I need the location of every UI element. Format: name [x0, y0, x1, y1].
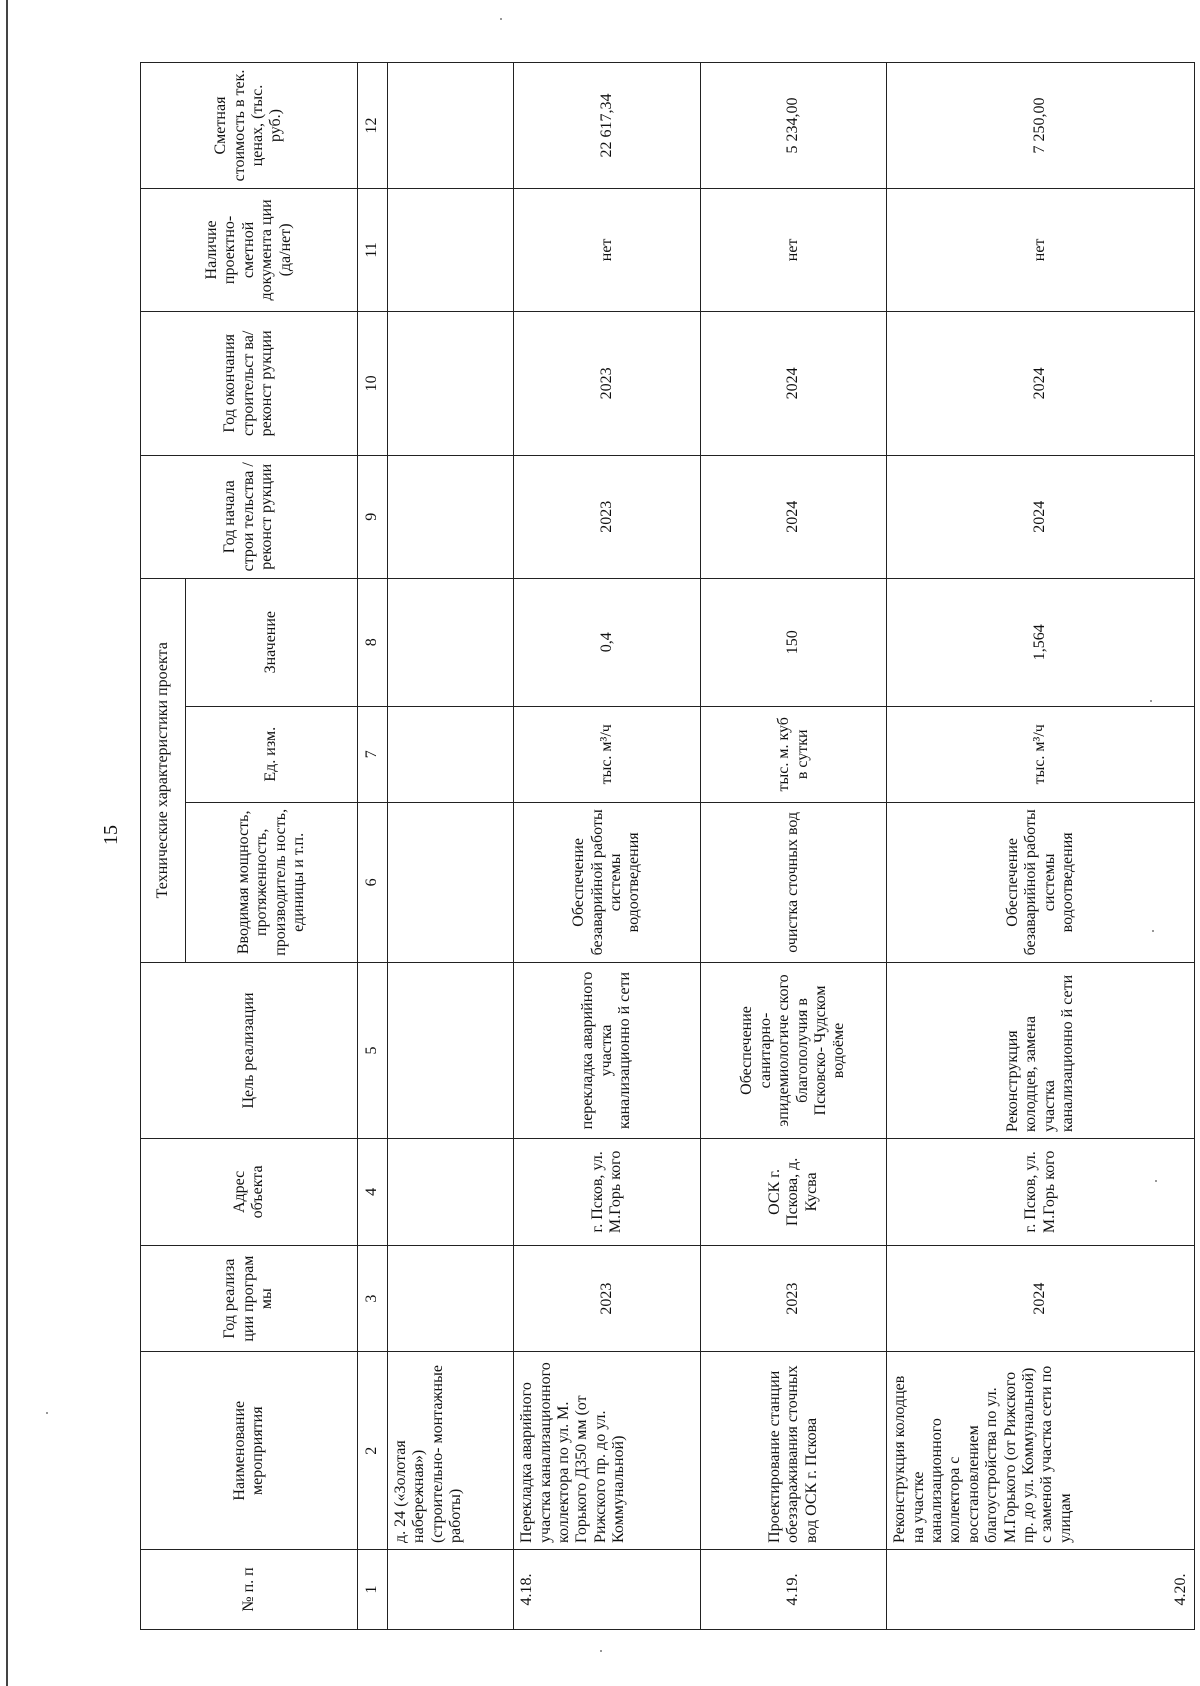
row-unit: тыс. м³/ч	[514, 706, 701, 802]
row-name: д. 24 («Золотая набережная») (строительно- монтажные работы)	[388, 1352, 514, 1549]
row-start	[388, 455, 514, 578]
row-no: 4.20.	[887, 1549, 1195, 1629]
header-tech-group: Технические характеристики проекта	[141, 578, 186, 962]
row-year	[388, 1245, 514, 1352]
document-table-sheet	[140, 62, 1195, 1630]
row-year: 2023	[514, 1245, 701, 1352]
row-name: Реконструкция колодцев на участке канализационного коллектора с восстановлением благоустройства по ул. М.Горького (от Рижского пр. до ул. Коммунальной) с заменой участка сети по улицам	[887, 1352, 1195, 1549]
colnum-8: 8	[357, 578, 387, 706]
row-start: 2023	[514, 455, 701, 578]
row-value	[388, 578, 514, 706]
row-start: 2024	[700, 455, 887, 578]
header-address: Адрес объекта	[141, 1139, 358, 1246]
row-end: 2024	[700, 311, 887, 455]
scan-speck	[1152, 930, 1154, 932]
row-unit: тыс. м. куб в сутки	[700, 706, 887, 802]
header-cost: Сметная стоимость в тек. ценах, (тыс. руб.)	[141, 63, 358, 189]
row-name: Перекладка аварийного участка канализационного коллектора по ул. М. Горького Д350 мм (от Рижского пр. до ул. Коммунальной)	[514, 1352, 701, 1549]
investment-program-table	[140, 62, 1195, 1630]
row-value: 150	[700, 578, 887, 706]
column-number-row	[357, 63, 387, 1630]
row-year: 2024	[887, 1245, 1195, 1352]
row-name: Проектирование станции обеззараживания сточных вод ОСК г. Пскова	[700, 1352, 887, 1549]
colnum-1: 1	[357, 1549, 387, 1629]
row-docs: нет	[514, 189, 701, 312]
scan-speck	[500, 18, 502, 20]
colnum-6: 6	[357, 802, 387, 962]
page-number: 15	[100, 825, 122, 845]
colnum-2: 2	[357, 1352, 387, 1549]
scan-speck	[46, 1412, 48, 1414]
row-docs: нет	[700, 189, 887, 312]
row-value: 1,564	[887, 578, 1195, 706]
header-end-year: Год окончания строительст ва/реконст рукции	[141, 311, 358, 455]
row-no	[388, 1549, 514, 1629]
colnum-3: 3	[357, 1245, 387, 1352]
row-end	[388, 311, 514, 455]
row-address: г. Псков, ул. М.Горь кого	[887, 1139, 1195, 1246]
header-no: № п. п	[141, 1549, 358, 1629]
header-capacity: Вводимая мощность, протяженность, производитель ность, единицы и т.п.	[186, 802, 357, 962]
row-no: 4.18.	[514, 1549, 701, 1629]
row-address	[388, 1139, 514, 1246]
scan-speck	[1150, 700, 1152, 702]
row-capacity: Обеспечение безаварийной работы системы водоотведения	[887, 802, 1195, 962]
table-row	[887, 63, 1195, 1630]
header-value: Значение	[186, 578, 357, 706]
colnum-9: 9	[357, 455, 387, 578]
row-goal: перекладка аварийного участка канализационно й сети	[514, 962, 701, 1138]
row-cost: 22 617,34	[514, 63, 701, 189]
row-end: 2024	[887, 311, 1195, 455]
scan-speck	[1155, 1180, 1157, 1182]
row-docs	[388, 189, 514, 312]
row-year: 2023	[700, 1245, 887, 1352]
table-row	[514, 63, 701, 1630]
header-name: Наименование мероприятия	[141, 1352, 358, 1549]
row-capacity	[388, 802, 514, 962]
row-capacity: очистка сточных вод	[700, 802, 887, 962]
row-unit: тыс. м³/ч	[887, 706, 1195, 802]
row-goal: Реконструкция колодцев, замена участка канализационно й сети	[887, 962, 1195, 1138]
row-address: г. Псков, ул. М.Горь кого	[514, 1139, 701, 1246]
row-goal	[388, 962, 514, 1138]
colnum-10: 10	[357, 311, 387, 455]
row-start: 2024	[887, 455, 1195, 578]
colnum-12: 12	[357, 63, 387, 189]
row-docs: нет	[887, 189, 1195, 312]
header-goal: Цель реализации	[141, 962, 358, 1138]
colnum-11: 11	[357, 189, 387, 312]
row-goal: Обеспечение санитарно- эпидемиологиче ского благополучия в Псковско- Чудском водоёме	[700, 962, 887, 1138]
row-cost	[388, 63, 514, 189]
scan-edge-line	[6, 0, 8, 1686]
header-row-1	[141, 63, 186, 1630]
colnum-5: 5	[357, 962, 387, 1138]
scan-speck	[600, 1650, 602, 1652]
header-docs: Наличие проектно- сметной документа ции (да/нет)	[141, 189, 358, 312]
row-cost: 7 250,00	[887, 63, 1195, 189]
row-end: 2023	[514, 311, 701, 455]
row-capacity: Обеспечение безаварийной работы системы водоотведения	[514, 802, 701, 962]
colnum-4: 4	[357, 1139, 387, 1246]
row-address: ОСК г. Пскова, д. Кусва	[700, 1139, 887, 1246]
table-row	[388, 63, 514, 1630]
table-row	[700, 63, 887, 1630]
header-year: Год реализа ции програм мы	[141, 1245, 358, 1352]
colnum-7: 7	[357, 706, 387, 802]
header-unit: Ед. изм.	[186, 706, 357, 802]
header-start-year: Год начала строи тельства /реконст рукции	[141, 455, 358, 578]
row-cost: 5 234,00	[700, 63, 887, 189]
row-value: 0,4	[514, 578, 701, 706]
row-unit	[388, 706, 514, 802]
row-no: 4.19.	[700, 1549, 887, 1629]
